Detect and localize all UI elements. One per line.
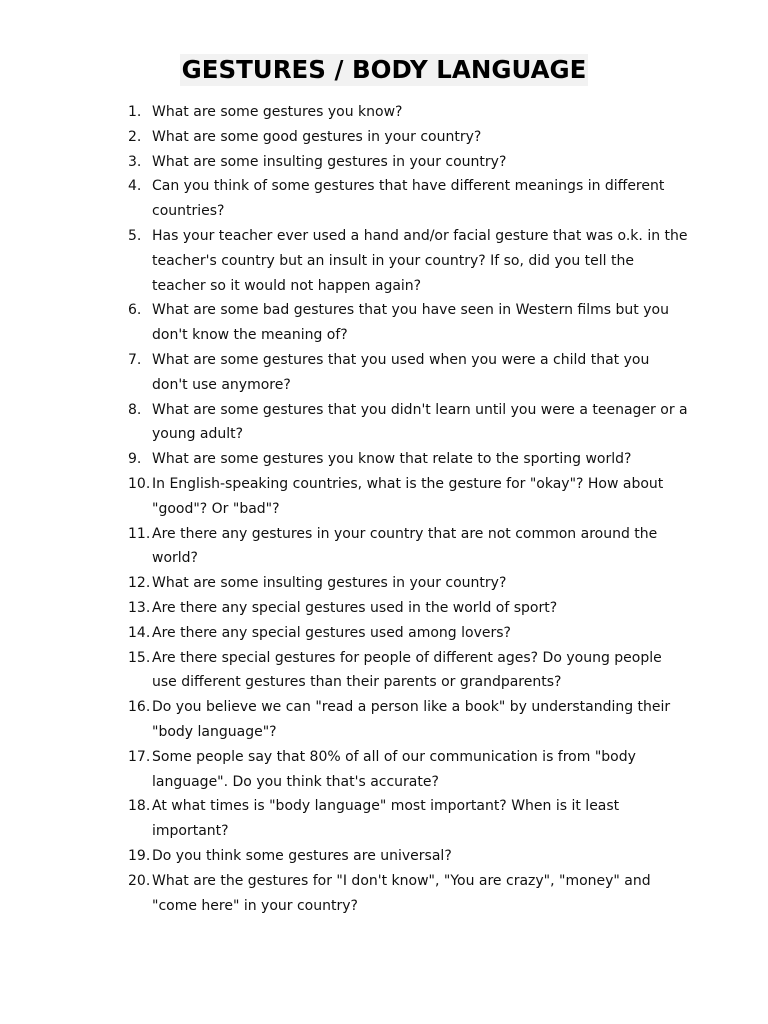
- question-number: 11.: [128, 525, 151, 542]
- question-item: [128, 844, 688, 869]
- question-number: 15.: [128, 649, 151, 666]
- question-text: Are there special gestures for people of different ages? Do young people use different gestures than their parents or grandparents?: [152, 649, 662, 691]
- question-text: Are there any special gestures used among lovers?: [152, 624, 511, 641]
- question-number: 2.: [128, 128, 142, 145]
- question-text: Some people say that 80% of all of our communication is from "body language". Do you think that's accurate?: [152, 748, 636, 790]
- page-title: GESTURES / BODY LANGUAGE: [181, 55, 587, 84]
- question-item: [128, 621, 688, 646]
- question-text: Do you think some gestures are universal?: [152, 847, 452, 864]
- question-number: 14.: [128, 624, 151, 641]
- question-text: What are some insulting gestures in your country?: [152, 575, 507, 592]
- question-text: What are some good gestures in your country?: [152, 128, 482, 145]
- question-number: 13.: [128, 599, 151, 616]
- question-text: What are some gestures you know?: [152, 104, 403, 120]
- title-container: [0, 54, 768, 86]
- question-number: 20.: [128, 872, 151, 889]
- question-item: [128, 794, 688, 844]
- question-text: What are some insulting gestures in your country?: [152, 153, 507, 170]
- question-text: What are some gestures you know that relate to the sporting world?: [152, 451, 632, 468]
- question-number: 4.: [128, 178, 142, 195]
- question-list: [128, 100, 688, 918]
- question-item: [128, 522, 688, 572]
- question-number: 18.: [128, 798, 151, 815]
- question-number: 7.: [128, 351, 142, 368]
- question-number: 16.: [128, 699, 151, 716]
- question-text: Are there any gestures in your country that are not common around the world?: [152, 525, 658, 567]
- question-item: [128, 646, 688, 696]
- question-item: [128, 298, 688, 348]
- question-item: [128, 224, 688, 298]
- question-text: What are the gestures for "I don't know", "You are crazy", "money" and "come here" in your country?: [152, 872, 651, 914]
- question-number: 6.: [128, 302, 142, 319]
- question-number: 17.: [128, 748, 151, 765]
- question-number: 19.: [128, 847, 151, 864]
- question-item: [128, 447, 688, 472]
- question-number: 10.: [128, 475, 151, 492]
- question-text: Has your teacher ever used a hand and/or facial gesture that was o.k. in the teacher's country but an insult in your country? If so, did you tell the teacher so it would not happen again?: [152, 227, 688, 294]
- question-number: 9.: [128, 451, 142, 468]
- question-text: At what times is "body language" most important? When is it least important?: [152, 798, 620, 840]
- question-item: [128, 150, 688, 175]
- question-item: [128, 348, 688, 398]
- question-item: [128, 695, 688, 745]
- question-item: [128, 398, 688, 448]
- question-number: 5.: [128, 227, 142, 244]
- question-text: What are some gestures that you didn't learn until you were a teenager or a young adult?: [152, 401, 688, 443]
- question-text: In English-speaking countries, what is the gesture for "okay"? How about "good"? Or "bad"?: [152, 475, 664, 517]
- question-item: [128, 571, 688, 596]
- question-item: [128, 125, 688, 150]
- question-item: [128, 472, 688, 522]
- question-number: 8.: [128, 401, 142, 418]
- question-number: 1.: [128, 104, 142, 120]
- question-number: 3.: [128, 153, 142, 170]
- question-text: What are some bad gestures that you have seen in Western films but you don't know the meaning of?: [152, 302, 669, 344]
- question-text: Do you believe we can "read a person like a book" by understanding their "body language"?: [152, 699, 671, 740]
- question-item: [128, 869, 688, 919]
- question-text: Are there any special gestures used in the world of sport?: [152, 599, 558, 616]
- question-item: [128, 745, 688, 795]
- question-text: What are some gestures that you used when you were a child that you don't use anymore?: [152, 351, 650, 393]
- question-text: Can you think of some gestures that have different meanings in different countries?: [152, 178, 665, 220]
- question-number: 12.: [128, 575, 151, 592]
- question-item: [128, 596, 688, 621]
- question-item: [128, 100, 688, 125]
- question-item: [128, 174, 688, 224]
